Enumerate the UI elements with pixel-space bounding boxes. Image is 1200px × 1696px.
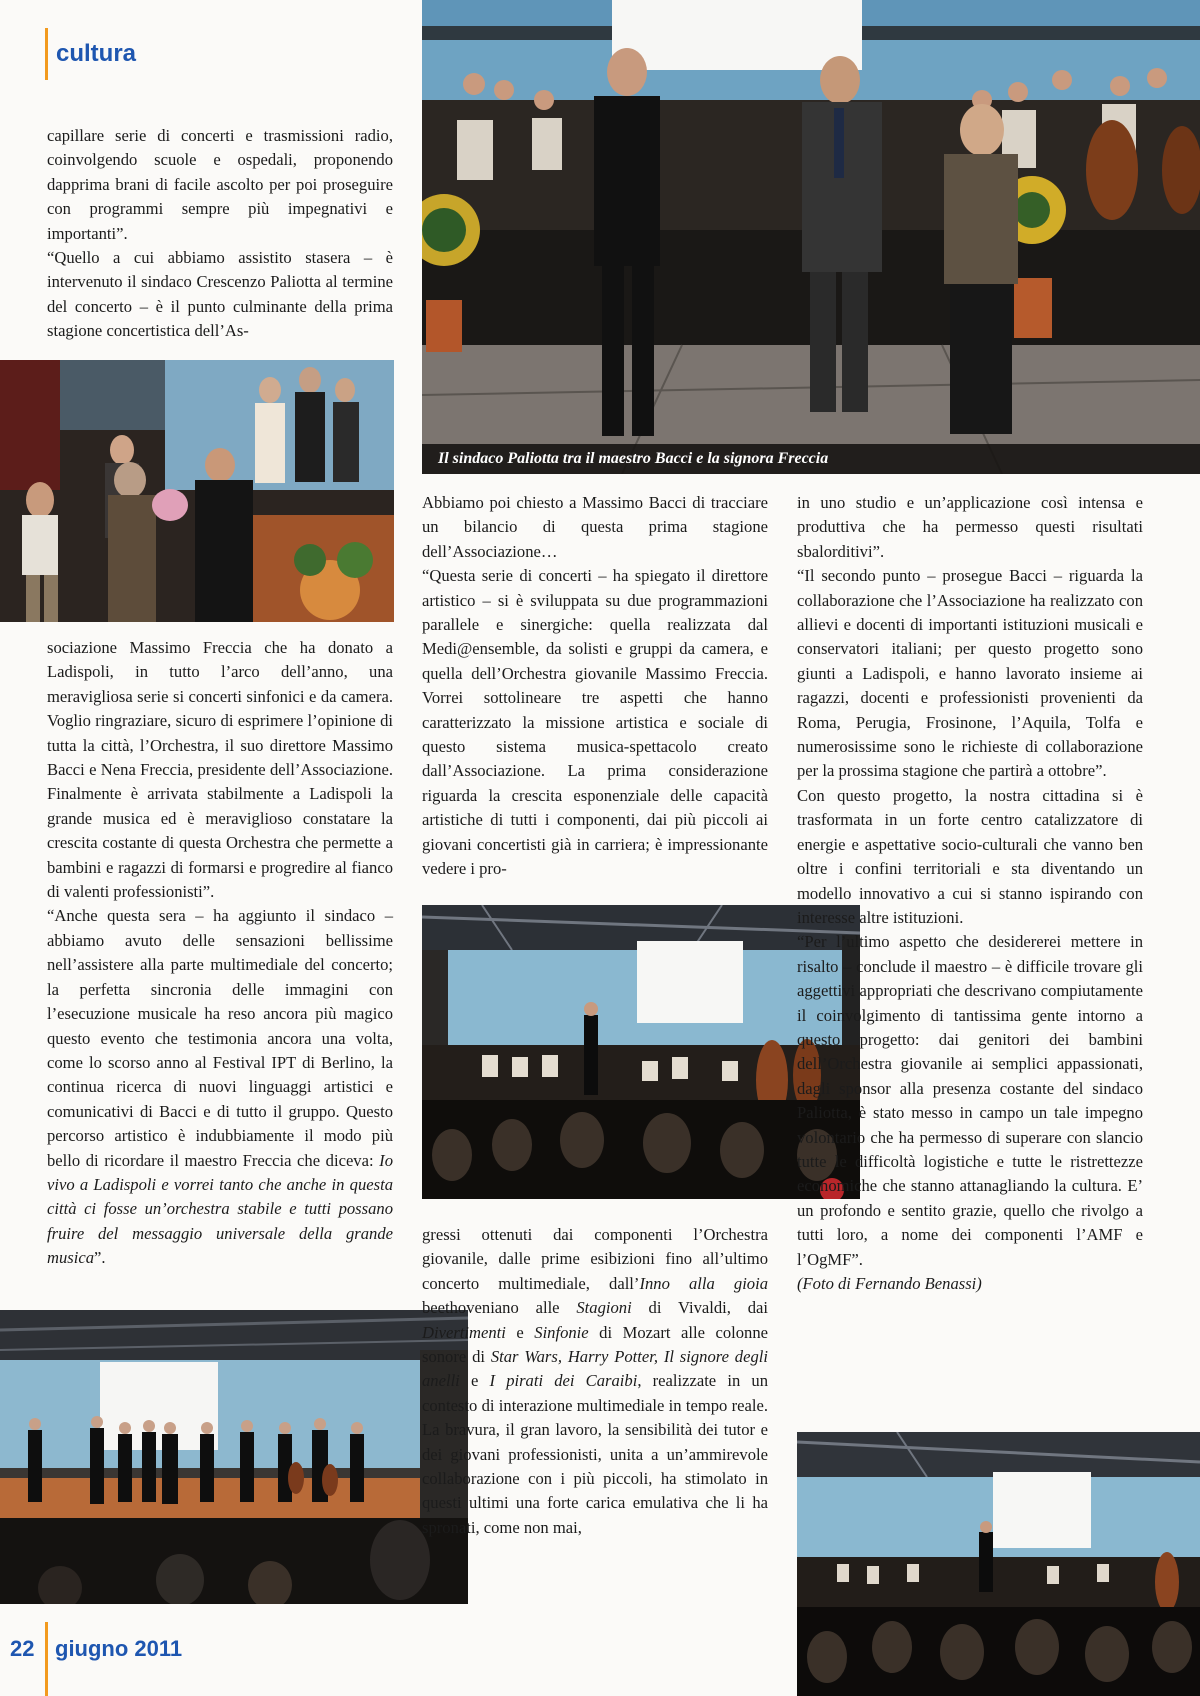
- photo-flowers-handover: [0, 360, 394, 622]
- article-col2-top: [422, 491, 768, 882]
- paragraph: [422, 1223, 768, 1540]
- freccia-quote: Io vivo a Ladispoli e vorrei tanto che anche in questa città ci fosse un’orchestra stabile e tutti possano fruire del messaggio universale della grande musica: [47, 1150, 393, 1268]
- quote-end: ”.: [94, 1248, 106, 1268]
- photo-credit: (Foto di Fernando Benassi): [797, 1274, 982, 1293]
- paragraph-text: “Anche questa sera – ha aggiunto il sindaco – abbiamo avuto delle sensazioni bellissime nell’assistere alla parte multimediale del concerto; la perfetta sincronia delle immagini con l’esecuzione musicale ha reso ancora più magico questo evento che testimonia ancora una volta, come lo scorso anno al Festival IPT di Berlino, la continua ricerca di nuovi linguaggi artistici e comunicativi di Bacci e di tutto il gruppo. Questo percorso artistico è indubbiamente il modo più bello di ricordare il maestro Freccia che diceva:: [47, 906, 393, 1170]
- footer-accent-bar: [45, 1622, 48, 1696]
- section-accent-bar: [45, 28, 48, 80]
- photo-chamber-ensemble: [0, 1310, 468, 1604]
- issue-date: giugno 2011: [55, 1636, 183, 1661]
- work-title: Divertimenti: [422, 1322, 506, 1342]
- photo-orchestra-audience: [797, 1432, 1200, 1696]
- paragraph: Con questo progetto, la nostra cittadina si è trasformata in un forte centro catalizzatore di energie e aspettative socio-culturali che vanno ben oltre i confini territoriali e sta diventando un modello innovativo a cui si stanno ispirando con interesse altre istituzioni.: [797, 785, 1143, 927]
- paragraph: “Questa serie di concerti – ha spiegato il direttore artistico – si è sviluppata su due programmazioni parallele e sinergiche: quella realizzata dal Medi@ensemble, da solisti e gruppi da camera, e quella dell’Orchestra giovanile Massimo Freccia. Vorrei sottolineare tre aspetti che hanno caratterizzato la missione artistica e sociale di questo sistema musica-spettacolo creato dall’Associazione. La prima considerazione riguarda la crescita esponenziale delle capacità artistiche di tutti i componenti, dai più piccoli ai giovani concertisti già in carriera; è impressionante vedere i pro-: [422, 566, 768, 879]
- photo-stage-applause: [422, 0, 1200, 474]
- paragraph: “Quello a cui abbiamo assistito stasera – è intervenuto il sindaco Crescenzo Paliotta al termine del concerto – è il punto culminante della prima stagione concertistica dell’As-: [47, 248, 393, 341]
- page-number: 22: [10, 1636, 35, 1661]
- paragraph-text: e: [459, 1371, 490, 1391]
- photo-caption: Il sindaco Paliotta tra il maestro Bacci e la signora Freccia: [422, 444, 1200, 474]
- paragraph: “Il secondo punto – prosegue Bacci – riguarda la collaborazione che l’Associazione ha realizzato con allievi e docenti di importanti istituzioni musicali e conservatori italiani; per questo progetto sono giunti a Ladispoli, e hanno lavorato insieme ai ragazzi, docenti e professionisti provenienti da Roma, Perugia, Frosinone, l’Aquila, Tolfa e numerosissime sono le richieste di collaborazione per la prossima stagione che partirà a ottobre”.: [797, 566, 1143, 781]
- paragraph: sociazione Massimo Freccia che ha donato a Ladispoli, in tutto l’arco dell’anno, una meravigliosa serie si concerti sinfonici e da camera. Voglio ringraziare, sicuro di esprimere l’opinione di tutta la città, l’Orchestra, il suo direttore Massimo Bacci e Nena Freccia, presidente dell’Associazione. Finalmente è arrivata stabilmente a Ladispoli la grande musica ed è meraviglioso constatare la crescita costante di questa Orchestra che permette a bambini e ragazzi di formarsi e progredire al fianco di valenti professionisti”.: [47, 638, 393, 902]
- paragraph: capillare serie di concerti e trasmissioni radio, coinvolgendo scuole e ospedali, proponendo dapprima brani di facile ascolto per poi proseguire con programmi sempre più impegnativi e importanti”.: [47, 126, 393, 243]
- paragraph: in uno studio e un’applicazione così intensa e produttiva che ha permesso questi risultati sbalorditivi”.: [797, 493, 1143, 561]
- work-title: Stagioni: [576, 1298, 632, 1318]
- article-col3: [797, 491, 1143, 1296]
- work-title: Star Wars, Harry Potter, Il signore degli anelli: [422, 1347, 768, 1391]
- paragraph-text: e: [505, 1322, 535, 1342]
- paragraph-text: di Vivaldi, dai: [631, 1298, 768, 1318]
- work-title: Inno alla gioia: [639, 1273, 769, 1293]
- paragraph: Abbiamo poi chiesto a Massimo Bacci di tracciare un bilancio di questa prima stagione dell’Associazione…: [422, 493, 768, 561]
- paragraph-text: beethoveniano alle: [422, 1298, 577, 1318]
- photo-full-orchestra: [422, 905, 860, 1199]
- paragraph-text: gressi ottenuti dai componenti l’Orchestra giovanile, dalle prime esibizioni fino all’ultimo concerto multimediale, dall’: [422, 1225, 768, 1293]
- paragraph-text: di Mozart alle colonne sonore di: [422, 1322, 768, 1367]
- section-label: cultura: [56, 40, 137, 67]
- work-title: Sinfonie: [534, 1322, 589, 1342]
- work-title: I pirati dei Caraibi: [489, 1371, 638, 1391]
- article-col1-mid: [47, 636, 393, 1271]
- paragraph: [47, 904, 393, 1270]
- article-col1-top: [47, 124, 393, 344]
- article-col2-bottom: [422, 1223, 768, 1540]
- paragraph-text: , realizzate in un contesto di interazione multimediale in tempo reale. La bravura, il gran lavoro, la sensibilità dei tutor e dei giovani professionisti, unita a un’ammirevole collaborazione con i più piccoli, ha stimolato in questi ultimi una forte carica emulativa che li ha spronati, come non mai,: [422, 1371, 768, 1537]
- paragraph: “Per l’ultimo aspetto che desidererei mettere in risalto – conclude il maestro – è difficile trovare gli aggettivi appropriati che descrivano compiutamente il coinvolgimento di tantissima gente intorno a questo progetto: dai genitori dei bambini dell’Orchestra giovanile ai semplici appassionati, dagli sponsor alla presenza costante del sindaco Paliotta, è stato messo in campo un tale impegno volontario che ha permesso di superare con slancio tutte le difficoltà logistiche e tutte le ristrettezze economiche che stanno attanagliando la cultura. E’ un profondo e sentito grazie, quello che rivolgo a tutti loro, a nome dei componenti l’AMF e l’OgMF”.: [797, 932, 1143, 1269]
